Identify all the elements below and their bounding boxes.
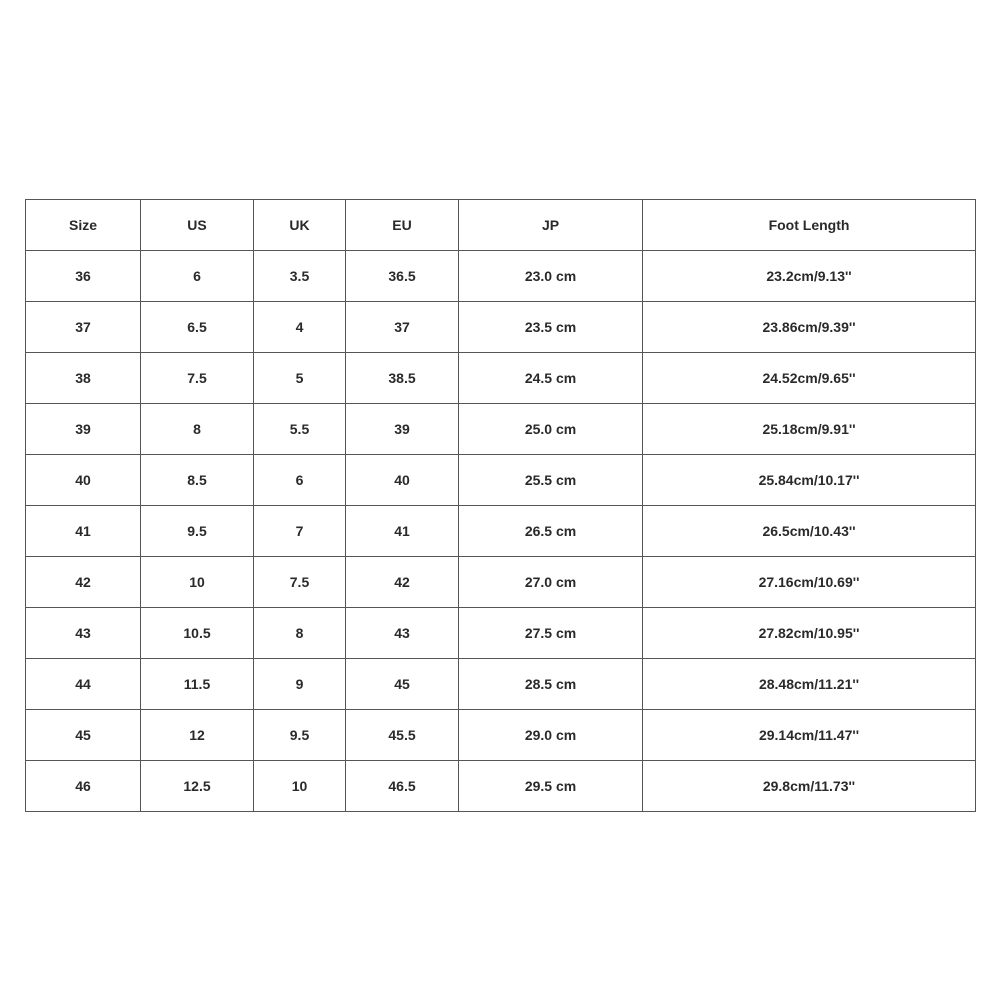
cell-eu: 41 [346,506,459,557]
size-chart-table [25,199,976,812]
cell-us: 9.5 [141,506,254,557]
cell-uk: 7 [254,506,346,557]
cell-eu: 42 [346,557,459,608]
table-row [26,404,976,455]
cell-eu: 45 [346,659,459,710]
cell-size: 46 [26,761,141,812]
table-row [26,557,976,608]
cell-uk: 5 [254,353,346,404]
cell-us: 10.5 [141,608,254,659]
cell-uk: 7.5 [254,557,346,608]
cell-eu: 38.5 [346,353,459,404]
cell-jp: 25.0 cm [459,404,643,455]
cell-us: 11.5 [141,659,254,710]
cell-jp: 23.5 cm [459,302,643,353]
cell-uk: 3.5 [254,251,346,302]
header-size: Size [26,200,141,251]
cell-us: 10 [141,557,254,608]
cell-jp: 29.0 cm [459,710,643,761]
table-row [26,353,976,404]
cell-size: 41 [26,506,141,557]
cell-foot-length: 23.2cm/9.13'' [643,251,976,302]
cell-eu: 46.5 [346,761,459,812]
cell-us: 8 [141,404,254,455]
size-chart-header [26,200,976,251]
cell-eu: 37 [346,302,459,353]
table-row [26,761,976,812]
cell-foot-length: 24.52cm/9.65'' [643,353,976,404]
cell-eu: 43 [346,608,459,659]
size-chart-body [26,251,976,812]
cell-size: 36 [26,251,141,302]
cell-foot-length: 27.82cm/10.95'' [643,608,976,659]
cell-jp: 26.5 cm [459,506,643,557]
cell-foot-length: 27.16cm/10.69'' [643,557,976,608]
cell-eu: 45.5 [346,710,459,761]
cell-uk: 10 [254,761,346,812]
table-row [26,710,976,761]
cell-foot-length: 25.84cm/10.17'' [643,455,976,506]
cell-us: 8.5 [141,455,254,506]
table-row [26,251,976,302]
header-us: US [141,200,254,251]
cell-jp: 23.0 cm [459,251,643,302]
cell-size: 42 [26,557,141,608]
cell-foot-length: 25.18cm/9.91'' [643,404,976,455]
cell-uk: 5.5 [254,404,346,455]
header-uk: UK [254,200,346,251]
cell-us: 12.5 [141,761,254,812]
cell-eu: 36.5 [346,251,459,302]
cell-us: 6 [141,251,254,302]
table-row [26,608,976,659]
header-row [26,200,976,251]
cell-uk: 4 [254,302,346,353]
cell-eu: 40 [346,455,459,506]
table-row [26,455,976,506]
header-foot-length: Foot Length [643,200,976,251]
cell-foot-length: 29.14cm/11.47'' [643,710,976,761]
cell-jp: 27.0 cm [459,557,643,608]
cell-jp: 24.5 cm [459,353,643,404]
cell-size: 38 [26,353,141,404]
cell-jp: 29.5 cm [459,761,643,812]
cell-us: 6.5 [141,302,254,353]
cell-uk: 6 [254,455,346,506]
cell-foot-length: 29.8cm/11.73'' [643,761,976,812]
cell-foot-length: 23.86cm/9.39'' [643,302,976,353]
cell-uk: 8 [254,608,346,659]
header-jp: JP [459,200,643,251]
cell-size: 39 [26,404,141,455]
cell-jp: 25.5 cm [459,455,643,506]
table-row [26,302,976,353]
table-row [26,659,976,710]
cell-jp: 28.5 cm [459,659,643,710]
cell-size: 37 [26,302,141,353]
cell-size: 43 [26,608,141,659]
cell-us: 7.5 [141,353,254,404]
cell-foot-length: 26.5cm/10.43'' [643,506,976,557]
cell-jp: 27.5 cm [459,608,643,659]
cell-us: 12 [141,710,254,761]
table-row [26,506,976,557]
cell-eu: 39 [346,404,459,455]
size-chart-container [25,199,975,800]
cell-size: 40 [26,455,141,506]
cell-size: 44 [26,659,141,710]
cell-uk: 9.5 [254,710,346,761]
header-eu: EU [346,200,459,251]
cell-size: 45 [26,710,141,761]
cell-uk: 9 [254,659,346,710]
cell-foot-length: 28.48cm/11.21'' [643,659,976,710]
